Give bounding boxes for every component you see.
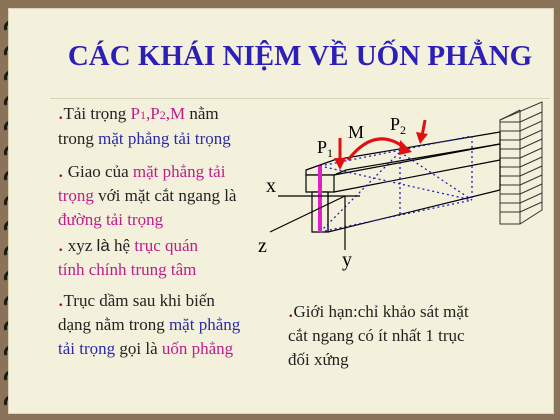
label-m: M: [348, 122, 365, 142]
text: Giao của: [63, 162, 133, 181]
text: mặt phẳng: [168, 315, 241, 334]
wall: [500, 102, 542, 224]
text: với mặt cắt ngang là: [93, 186, 237, 205]
text: ,P: [146, 104, 160, 123]
label-z: z: [258, 235, 267, 257]
text: ,M: [165, 104, 186, 123]
text: cắt ngang có ít nhất 1 trục: [288, 326, 465, 345]
label-y: y: [342, 249, 352, 271]
slide-title: CÁC KHÁI NIỆM VỀ UỐN PHẲNG: [67, 40, 533, 72]
text: P: [130, 104, 141, 123]
bullet-dot: .: [58, 157, 64, 182]
text: Giới hạn:chỉ khảo sát mặt: [293, 302, 469, 321]
text: đường tải trọng: [58, 210, 164, 229]
text: hệ: [109, 236, 135, 255]
text: Tải trọng: [63, 104, 131, 123]
bullet-axes: [58, 232, 258, 282]
text: mặt phẳng tải: [132, 162, 226, 181]
beam-diagram: [250, 100, 550, 280]
bullet-dot: .: [288, 297, 294, 322]
load-p2-arrow: [416, 120, 428, 144]
text: tính chính trung tâm: [58, 260, 197, 279]
text: gọi là: [115, 339, 162, 358]
text: là: [96, 236, 110, 255]
text: nằm: [185, 104, 219, 123]
text: trục quán: [134, 236, 199, 255]
text: trong: [58, 129, 99, 148]
text: 1: [140, 108, 147, 122]
bullet-dot: .: [58, 231, 64, 256]
bullet-load: [58, 100, 258, 151]
text: mặt phẳng tải trọng: [98, 129, 231, 148]
bullet-dot: .: [58, 286, 64, 311]
text: trọng: [58, 186, 94, 205]
text: đối xứng: [288, 350, 349, 369]
text: 2: [159, 108, 166, 122]
label-p1: $P_1$: [317, 137, 334, 160]
bullet-dot: .: [58, 99, 64, 124]
bullet-load-line: [58, 158, 268, 232]
text: xyz: [63, 236, 97, 255]
label-x: x: [266, 175, 276, 197]
text: Trục dầm sau khi biến: [63, 291, 215, 310]
text: dạng nằm trong: [58, 315, 169, 334]
bullet-limitation: [288, 298, 518, 372]
text: uốn phẳng: [161, 339, 234, 358]
title-divider: [50, 98, 550, 99]
text: tải trọng: [58, 339, 116, 358]
label-p2: $P_2$: [390, 114, 407, 137]
bullet-plane-bending: [58, 287, 268, 361]
